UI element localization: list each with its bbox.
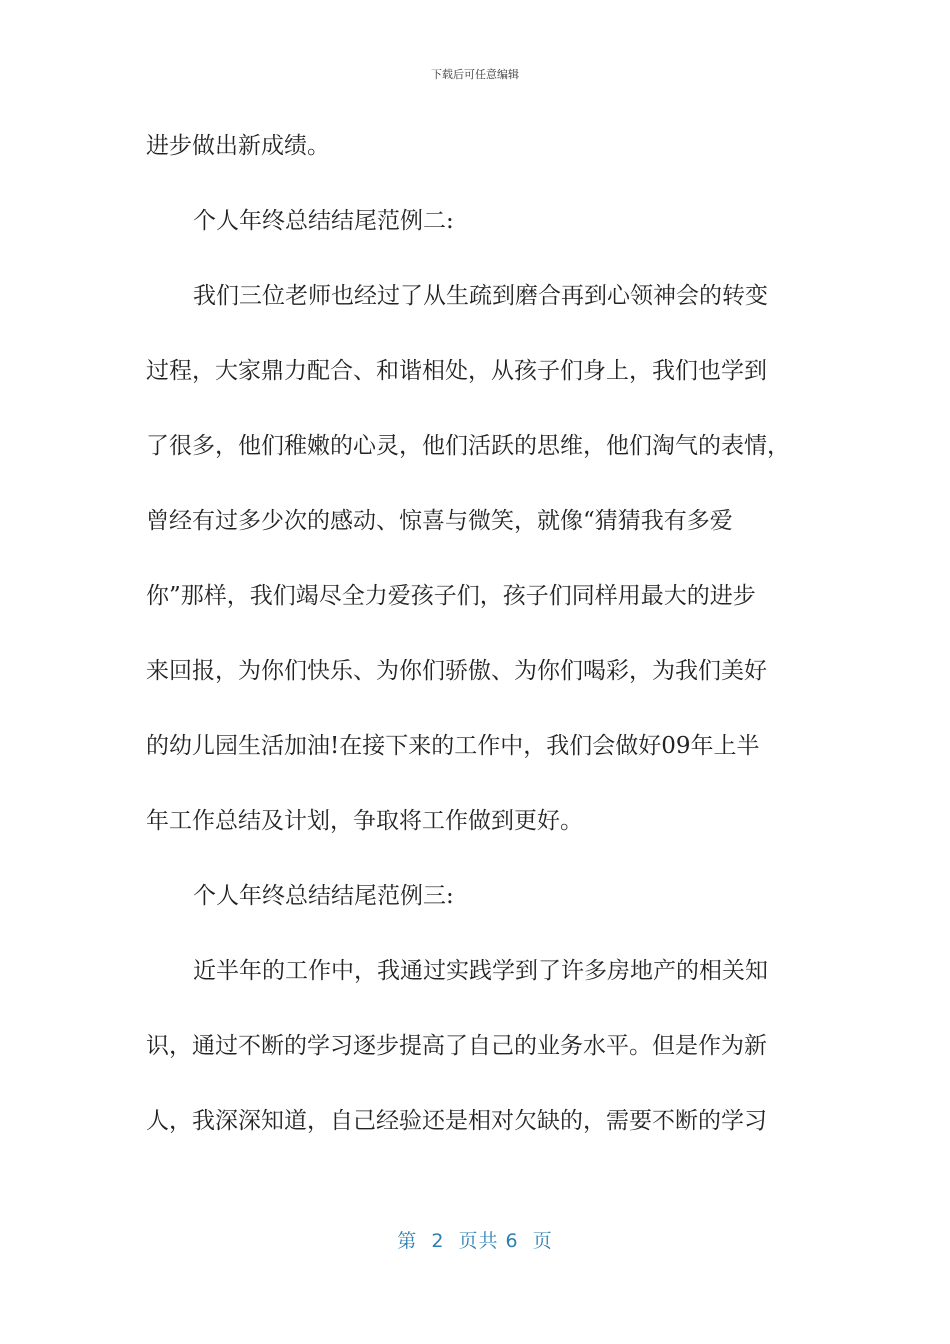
text-line: 识，通过不断的学习逐步提高了自己的业务水平。但是作为新 — [146, 1033, 767, 1059]
text-line: 进步做出新成绩。 — [146, 133, 330, 159]
text-line: 来回报，为你们快乐、为你们骄傲、为你们喝彩，为我们美好 — [146, 658, 767, 684]
text-line: 了很多，他们稚嫩的心灵，他们活跃的思维，他们淘气的表情， — [146, 433, 790, 459]
text-line: 人，我深深知道，自己经验还是相对欠缺的，需要不断的学习 — [146, 1108, 767, 1134]
page-header: 下载后可任意编辑 — [431, 68, 519, 81]
text-line: 你”那样，我们竭尽全力爱孩子们，孩子们同样用最大的进步 — [146, 583, 756, 609]
text-line: 近半年的工作中，我通过实践学到了许多房地产的相关知 — [193, 958, 768, 984]
text-line: 的幼儿园生活加油!在接下来的工作中，我们会做好09年上半 — [146, 733, 760, 759]
page-number-footer: 第 2 页共 6 页 — [397, 1230, 553, 1252]
section-heading: 个人年终总结结尾范例二: — [193, 208, 454, 234]
text-line: 年工作总结及计划，争取将工作做到更好。 — [146, 808, 583, 834]
text-line: 过程，大家鼎力配合、和谐相处，从孩子们身上，我们也学到 — [146, 358, 767, 384]
section-heading: 个人年终总结结尾范例三: — [193, 883, 454, 909]
text-line: 我们三位老师也经过了从生疏到磨合再到心领神会的转变 — [193, 283, 768, 309]
text-line: 曾经有过多少次的感动、惊喜与微笑，就像“猜猜我有多爱 — [146, 508, 733, 534]
